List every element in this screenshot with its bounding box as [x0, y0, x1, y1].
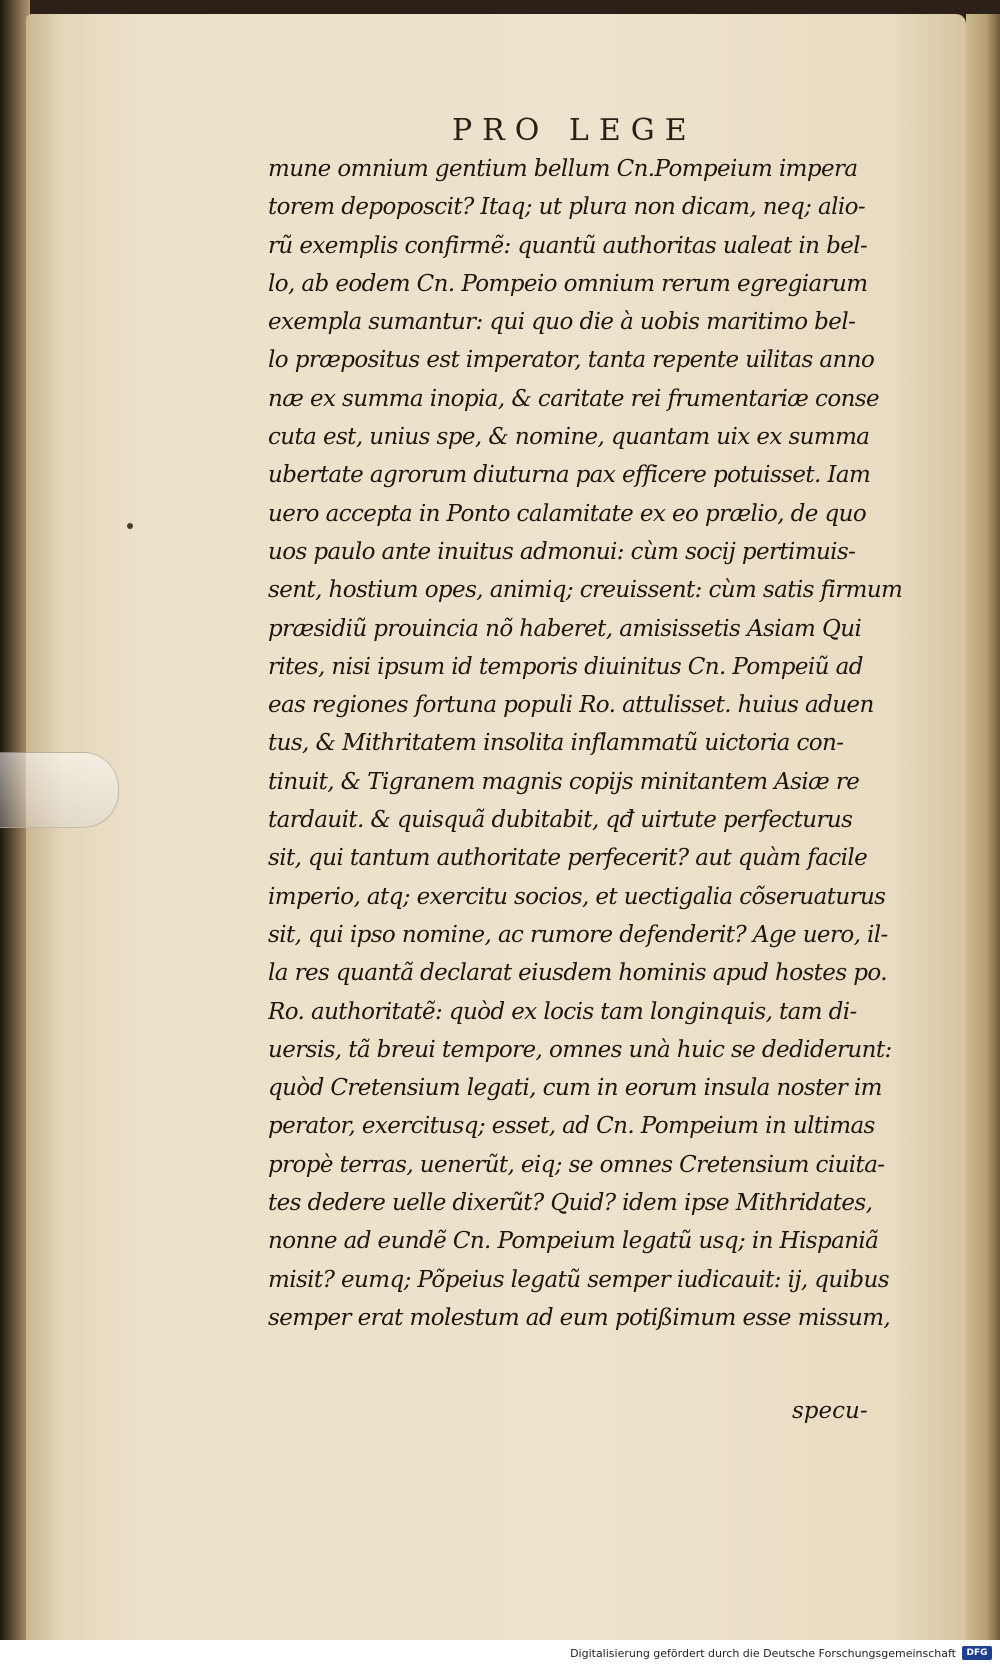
- text-line: torem depoposcit? Itaq; ut plura non dicam, neq; alio-: [268, 194, 866, 221]
- text-line: uero accepta in Ponto calamitate ex eo prælio, de quo: [268, 500, 867, 527]
- text-line: sit, qui tantum authoritate perfecerit? aut quàm facile: [268, 845, 868, 872]
- funding-credit: Digitalisierung gefördert durch die Deutsche Forschungsgemeinschaft: [570, 1647, 956, 1660]
- text-line: ubertate agrorum diuturna pax efficere potuisset. Iam: [268, 462, 871, 489]
- text-line: rũ exemplis confirmẽ: quantũ authoritas ualeat in bel-: [268, 232, 868, 259]
- text-line: la res quantã declarat eiusdem hominis apud hostes po.: [268, 960, 887, 987]
- running-head: PRO LEGE: [452, 113, 697, 148]
- text-line: lo præpositus est imperator, tanta repente uilitas anno: [268, 347, 875, 374]
- text-line: sit, qui ipso nomine, ac rumore defenderit? Age uero, il-: [268, 921, 888, 948]
- text-line: propè terras, uenerũt, eiq; se omnes Cretensium ciuita-: [268, 1151, 885, 1178]
- text-line: nonne ad eundẽ Cn. Pompeium legatũ usq; in Hispaniã: [268, 1228, 879, 1255]
- plastic-clip: [0, 752, 119, 828]
- text-line: misit? eumq; Põpeius legatũ semper iudicauit: ij, quibus: [268, 1266, 889, 1293]
- text-line: præsidiũ prouincia nõ haberet, amisissetis Asiam Qui: [268, 615, 862, 642]
- text-line: uersis, tã breui tempore, omnes unà huic se dediderunt:: [268, 1036, 892, 1063]
- text-line: Ro. authoritatẽ: quòd ex locis tam longinquis, tam di-: [268, 998, 857, 1025]
- text-line: tes dedere uelle dixerũt? Quid? idem ipse Mithridates,: [268, 1190, 873, 1217]
- text-line: exempla sumantur: qui quo die à uobis maritimo bel-: [268, 309, 856, 336]
- text-line: perator, exercitusq; esset, ad Cn. Pompeium in ultimas: [268, 1113, 875, 1140]
- text-line: eas regiones fortuna populi Ro. attulisset. huius aduen: [268, 692, 874, 719]
- ink-spot: [127, 523, 133, 529]
- body-text: [268, 150, 918, 1337]
- text-line: cuta est, unius spe, & nomine, quantam uix ex summa: [268, 424, 870, 451]
- text-line: uos paulo ante inuitus admonui: cùm socij pertimuis-: [268, 538, 856, 565]
- footer-bar: [0, 1640, 1000, 1667]
- text-line: tinuit, & Tigranem magnis copijs minitantem Asiæ re: [268, 768, 860, 795]
- page-edge: [966, 14, 1000, 1640]
- text-line: mune omnium gentium bellum Cn.Pompeium impera: [268, 156, 858, 182]
- text-line: rites, nisi ipsum id temporis diuinitus Cn. Pompeiũ ad: [268, 653, 863, 680]
- text-line: lo, ab eodem Cn. Pompeio omnium rerum egregiarum: [268, 270, 868, 297]
- catchword: specu-: [792, 1398, 868, 1424]
- text-line: tardauit. & quisquã dubitabit, qđ uirtute perfecturus: [268, 807, 853, 834]
- text-line: semper erat molestum ad eum potißimum esse missum,: [268, 1304, 891, 1331]
- text-line: næ ex summa inopia, & caritate rei frumentariæ conse: [268, 385, 879, 412]
- text-line: tus, & Mithritatem insolita inflammatũ uictoria con-: [268, 730, 844, 757]
- dfg-logo-icon: DFG: [962, 1646, 992, 1660]
- text-line: sent, hostium opes, animiq; creuissent: cùm satis firmum: [268, 577, 903, 604]
- text-line: quòd Cretensium legati, cum in eorum insula noster im: [268, 1075, 882, 1102]
- text-line: imperio, atq; exercitu socios, et uectigalia cõseruaturus: [268, 883, 886, 910]
